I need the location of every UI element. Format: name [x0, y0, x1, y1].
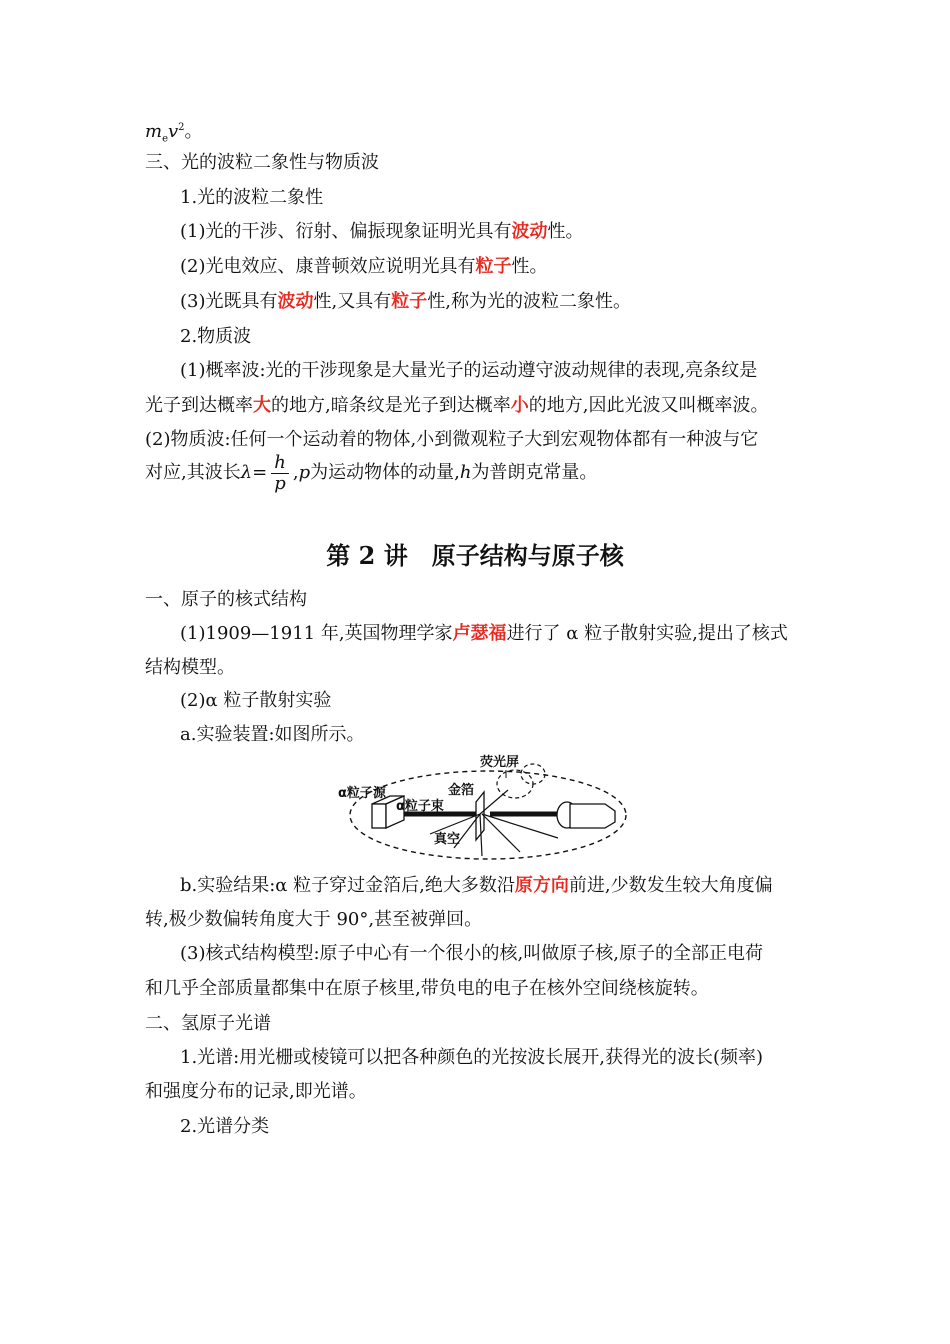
highlight-answer: 小: [510, 395, 529, 416]
highlight-answer: 大: [253, 395, 271, 416]
paragraph-particle-evidence: (2)光电效应、康普顿效应说明光具有粒子性。: [180, 256, 548, 277]
highlight-answer: 粒子: [475, 256, 512, 277]
paragraph-matter-wave-line1: (2)物质波:任何一个运动着的物体,小到微观粒子大到宏观物体都有一种波与它: [145, 429, 759, 450]
label-vacuum: 真空: [434, 832, 461, 847]
paragraph-rutherford-line1: (1)1909—1911 年,英国物理学家卢瑟福进行了 α 粒子散射实验,提出了核式: [180, 623, 788, 644]
paragraph-matter-wave-line2: 对应,其波长λ= $\frac{h}{p}$ ,p为运动物体的动量,h为普朗克常量。: [145, 451, 598, 494]
source-box-front: [372, 804, 386, 828]
paragraph-probability-wave-line1: (1)概率波:光的干涉现象是大量光子的运动遵守波动规律的表现,亮条纹是: [180, 360, 758, 381]
label-foil: 金箔: [448, 783, 475, 798]
paragraph-spectrum-line2: 和强度分布的记录,即光谱。: [145, 1081, 367, 1102]
subheading-duality: 1.光的波粒二象性: [180, 187, 324, 208]
formula-tail: $m_ev^2$。: [145, 121, 203, 145]
label-screen: 荧光屏: [480, 755, 520, 770]
section-heading-wave-particle: 三、光的波粒二象性与物质波: [145, 152, 379, 173]
microscope-tube: [570, 804, 615, 828]
highlight-answer: 粒子: [391, 291, 428, 312]
paragraph-duality: (3)光既具有波动性,又具有粒子性,称为光的波粒二象性。: [180, 291, 631, 312]
fraction-h-over-p: $\frac{h}{p}$: [271, 453, 289, 494]
label-beam: α粒子束: [396, 799, 444, 814]
section-heading-nuclear-structure: 一、原子的核式结构: [145, 589, 307, 610]
highlight-answer: 波动: [511, 221, 548, 242]
paragraph-spectrum-line1: 1.光谱:用光栅或棱镜可以把各种颜色的光按波长展开,获得光的波长(频率): [180, 1047, 764, 1068]
scattering-apparatus-diagram: [330, 748, 630, 863]
paragraph-probability-wave-line2: 光子到达概率大的地方,暗条纹是光子到达概率小的地方,因此光波又叫概率波。: [145, 395, 769, 416]
screen-position-upper: [497, 770, 533, 798]
paragraph-wave-evidence: (1)光的干涉、衍射、偏振现象证明光具有波动性。: [180, 221, 584, 242]
paragraph-rutherford-line2: 结构模型。: [145, 657, 235, 678]
subheading-scattering: (2)α 粒子散射实验: [180, 690, 332, 711]
highlight-answer: 卢瑟福: [452, 623, 507, 644]
paragraph-results-line1: b.实验结果:α 粒子穿过金箔后,绝大多数沿原方向前进,少数发生较大角度偏: [180, 875, 773, 896]
subheading-spectrum-types: 2.光谱分类: [180, 1116, 270, 1137]
lecture-title: 第 2 讲 原子结构与原子核: [326, 541, 624, 570]
paragraph-apparatus: a.实验装置:如图所示。: [180, 724, 365, 745]
highlight-answer: 波动: [277, 291, 314, 312]
highlight-answer: 原方向: [514, 875, 569, 896]
subheading-matter-wave: 2.物质波: [180, 326, 252, 347]
paragraph-results-line2: 转,极少数偏转角度大于 90°,甚至被弹回。: [145, 909, 483, 930]
label-source: α粒子源: [338, 786, 386, 801]
section-heading-hydrogen-spectrum: 二、氢原子光谱: [145, 1013, 271, 1034]
paragraph-nuclear-model-line1: (3)核式结构模型:原子中心有一个很小的核,叫做原子核,原子的全部正电荷: [180, 943, 764, 964]
microscope-upper: [521, 764, 545, 784]
paragraph-nuclear-model-line2: 和几乎全部质量都集中在原子核里,带负电的电子在核外空间绕核旋转。: [145, 978, 709, 999]
